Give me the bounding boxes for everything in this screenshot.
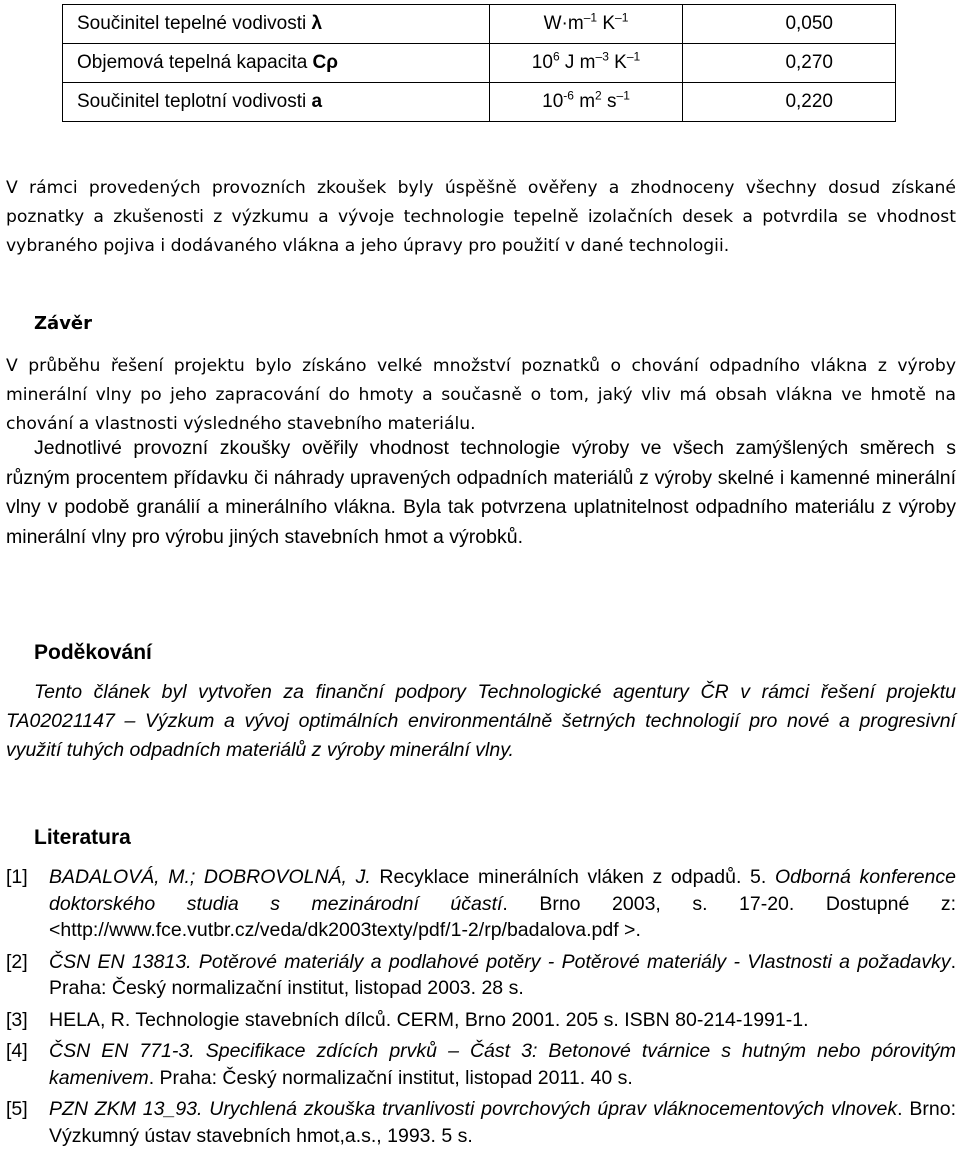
references-heading: Literatura [34,826,131,849]
property-value: 0,270 [683,44,896,83]
acknowledgement-text: Tento článek byl vytvořen za finanční podpory Technologické agentury ČR v rámci řešení projektu TA02021147 – Výzkum a vývoj optimálních environmentálně šetrných technologií pro nové a progresivní využití tuhých odpadních materiálů z výroby minerální vlny. [6,681,956,761]
table-row [63,83,896,122]
list-item: [4] ČSN EN 771-3. Specifikace zdících prvků – Část 3: Betonové tvárnice s hutným nebo pórovitým kamenivem. Praha: Český normalizační institut, listopad 2011. 40 s. [6,1040,956,1089]
property-unit: $10^{-6}$ $m^2$ $s^{-1}$ [490,83,683,122]
intro-paragraph: V rámci provedených provozních zkoušek byly úspěšně ověřeny a zhodnoceny všechny dosud získané poznatky a zkušenosti z výzkumu a vývoje technologie tepelně izolačních desek a potvrdila se vhodnost vybraného pojiva i dodávaného vlákna a jeho úpravy pro použití v dané technologii. [6,178,956,256]
property-name: Objemová tepelná kapacita Cρ [63,44,490,83]
property-value: 0,050 [683,5,896,44]
table-row [63,5,896,44]
reference-list [6,864,956,1154]
property-unit: $W\cdot m^{-1}$ $K^{-1}$ [490,5,683,44]
list-item: [1] BADALOVÁ, M.; DOBROVOLNÁ, J. Recyklace minerálních vláken z odpadů. 5. Odborná konference doktorského studia s mezinárodní účastí. Brno 2003, s. 17-20. Dostupné z: <http://www.fce.vutbr.cz/veda/dk2003texty/pdf/1-2/rp/badalova.pdf >. [6,866,956,941]
property-name: Součinitel teplotní vodivosti a [63,83,490,122]
property-name: Součinitel tepelné vodivosti λ [63,5,490,44]
conclusion-paragraph: V průběhu řešení projektu bylo získáno velké množství poznatků o chování odpadního vlákna z výroby minerální vlny po jeho zapracování do hmoty a současně o tom, jaký vliv má obsah vlákna ve hmotě na chování a vlastnosti výsledného stavebního materiálu. [6,356,956,434]
conclusion-paragraph: Jednotlivé provozní zkoušky ověřily vhodnost technologie výroby ve všech zamýšlených směrech s různým procentem přídavku či náhrady upravených odpadních materiálů z výroby skelné i kamenné minerální vlny v podobě granálií a minerálního vlákna. Byla tak potvrzena uplatnitelnost odpadního materiálu z výroby minerální vlny pro výrobu jiných stavebních hmot a výrobků. [6,437,956,548]
property-unit: $10^6$ J $m^{-3}$ $K^{-1}$ [490,44,683,83]
material-properties-table [62,4,896,122]
property-value: 0,220 [683,83,896,122]
conclusion-heading: Závěr [34,313,93,334]
list-item: [5] PZN ZKM 13_93. Urychlená zkouška trvanlivosti povrchových úprav vláknocementových vlnovek. Brno: Výzkumný ústav stavebních hmot,a.s., 1993. 5 s. [6,1098,956,1147]
table-row [63,44,896,83]
list-item: [3] HELA, R. Technologie stavebních dílců. CERM, Brno 2001. 205 s. ISBN 80-214-1991-1. [6,1008,809,1031]
list-item: [2] ČSN EN 13813. Potěrové materiály a podlahové potěry - Potěrové materiály - Vlastnosti a požadavky. Praha: Český normalizační institut, listopad 2003. 28 s. [6,950,956,999]
acknowledgement-heading: Poděkování [34,641,152,664]
